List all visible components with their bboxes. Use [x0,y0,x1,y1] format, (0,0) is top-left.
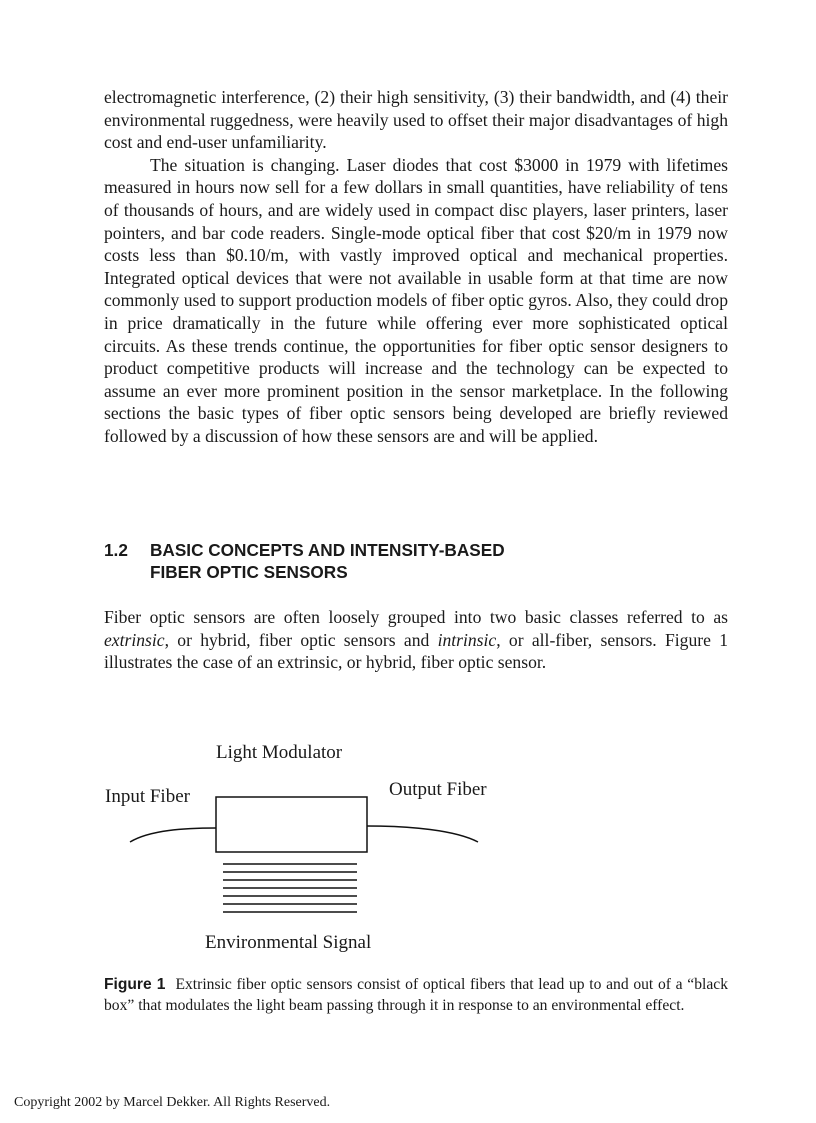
section-number: 1.2 [104,540,128,560]
light-modulator-label: Light Modulator [216,742,343,763]
paragraph-3-part-1: Fiber optic sensors are often loosely grouped into two basic classes referred to as [104,607,728,627]
output-fiber-label: Output Fiber [389,779,487,800]
figure-caption-text: Extrinsic fiber optic sensors consist of optical fibers that lead up to and out of a “black box” that modulates the light beam passing through it in response to an environmental effect. [104,976,728,1014]
figure-number: Figure 1 [104,976,166,993]
copyright-footer: Copyright 2002 by Marcel Dekker. All Rights Reserved. [14,1095,331,1110]
term-intrinsic: intrinsic [437,629,497,650]
paragraph-3-part-2: , or hybrid, fiber optic sensors and [164,629,438,650]
paragraph-1: electromagnetic interference, (2) their high sensitivity, (3) their bandwidth, and (4) their environmental ruggedness, were heavily used to offset their major disadvantages of high cost and end-user unfamiliarity. [104,87,728,153]
figure-caption [104,975,728,1017]
paragraph-2: The situation is changing. Laser diodes that cost $3000 in 1979 with lifetimes measured in hours now sell for a few dollars in small quantities, have reliability of tens of thousands of hours, and are widely used in compact disc players, laser printers, laser pointers, and bar code readers. Single-mode optical fiber that cost $20/m in 1979 now costs less than $0.10/m, with vastly improved optical and mechanical properties. Integrated optical devices that were not available in usable form at that time are now commonly used to support production models of fiber optic gyros. Also, they could drop in price dramatically in the future while offering ever more sophisticated optical circuits. As these trends continue, the opportunities for fiber optic sensor designers to product competitive products will increase and the technology can be expected to assume an ever more prominent position in the sensor marketplace. In the following sections the basic types of fiber optic sensors being developed are briefly reviewed followed by a discussion of how these sensors are and will be applied. [104,154,728,446]
input-fiber-label: Input Fiber [105,786,190,807]
environmental-signal-lines [223,864,357,912]
input-fiber [130,828,216,842]
term-extrinsic: extrinsic [104,629,165,650]
section-title-line-1: BASIC CONCEPTS AND INTENSITY-BASED [150,540,505,560]
output-fiber [367,826,478,842]
environmental-signal-label: Environmental Signal [205,932,372,953]
section-title-line-2: FIBER OPTIC SENSORS [150,562,348,582]
paragraph-3-part-3: , or all-fiber, sensors. Figure 1 illustrates the case of an extrinsic, or hybrid, fiber optic sensor. [104,629,728,673]
light-modulator-box [216,797,367,852]
